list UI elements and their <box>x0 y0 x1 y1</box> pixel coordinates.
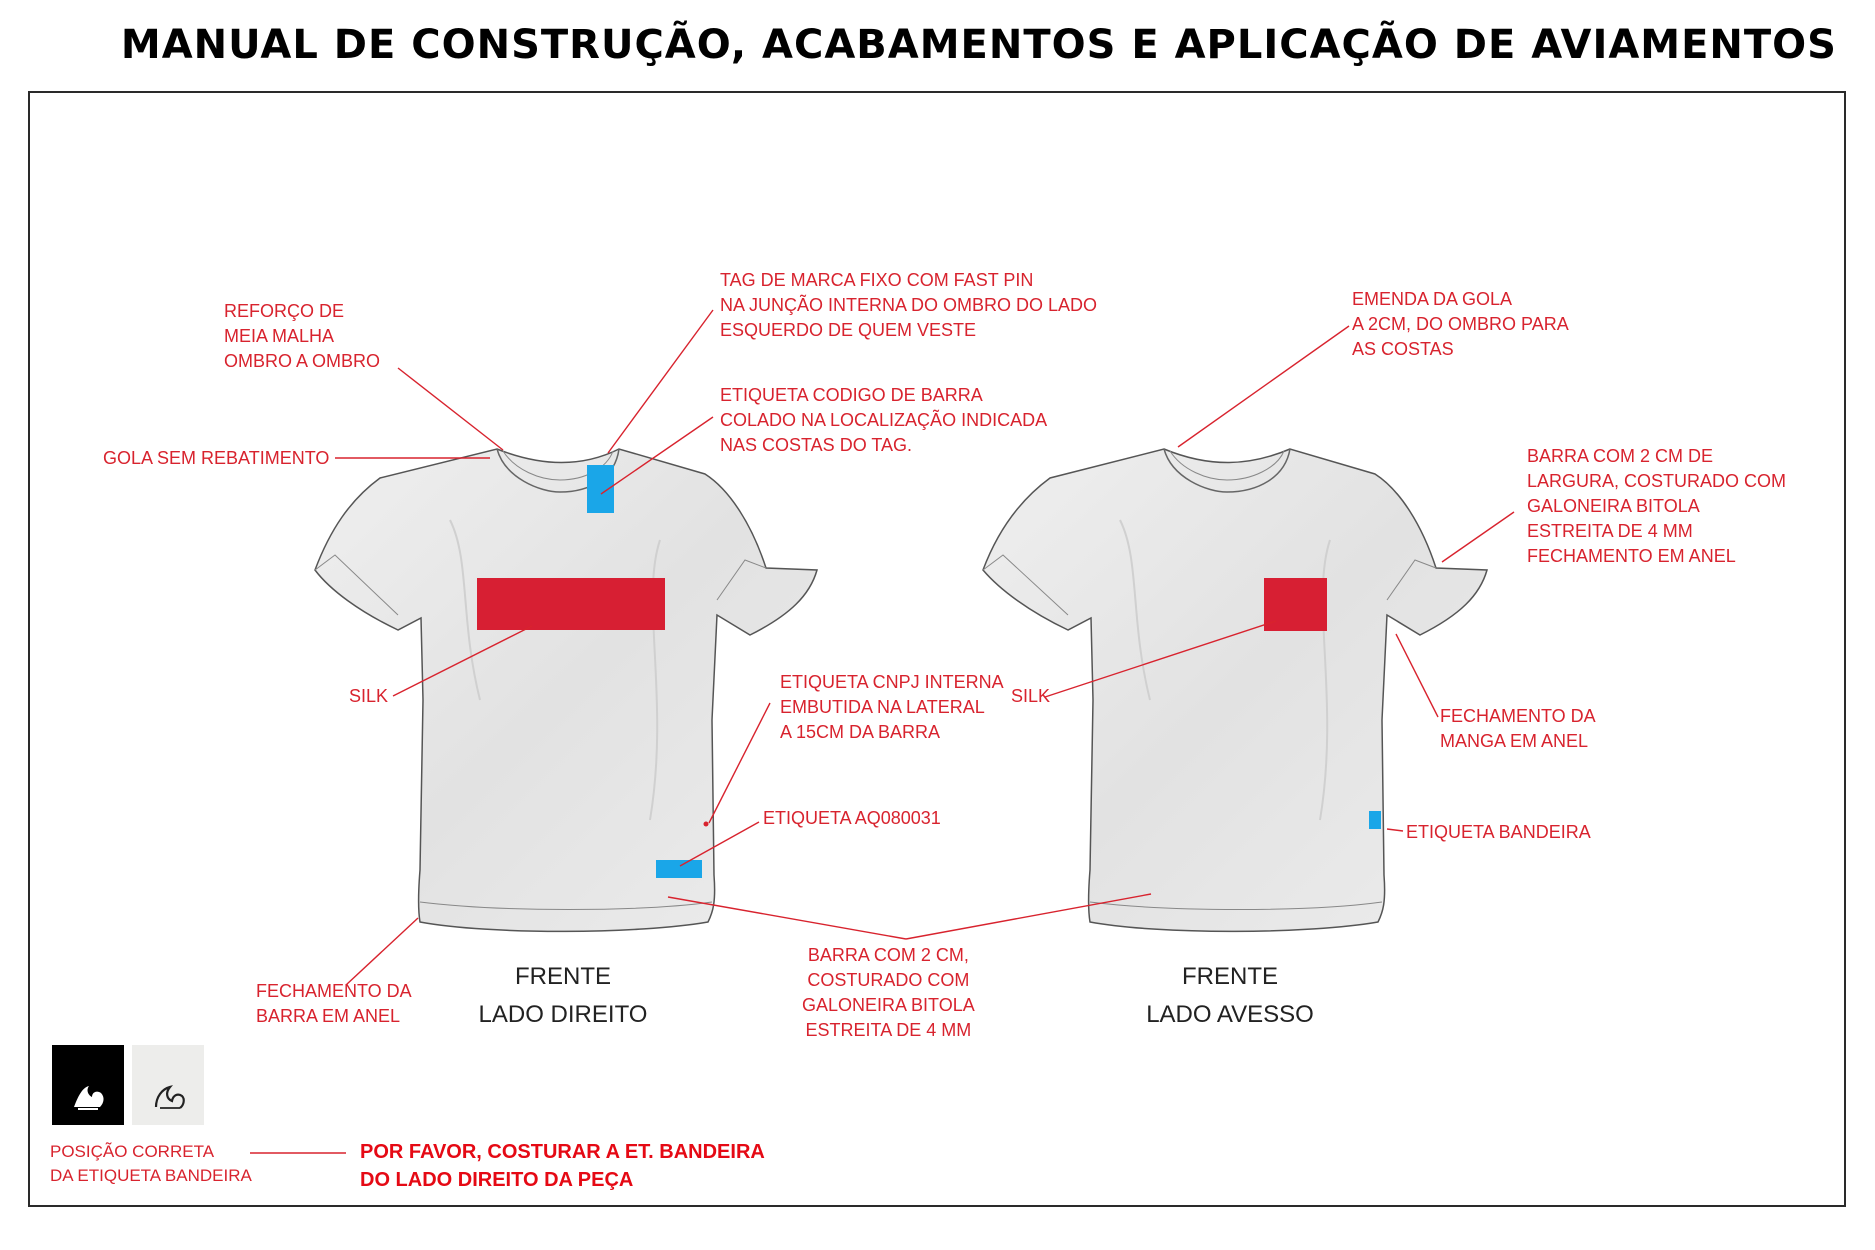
caption-frente-lado-direito: FRENTE LADO DIREITO <box>478 963 648 1028</box>
label-fechamento-barra: FECHAMENTO DA BARRA EM ANEL <box>256 981 412 1026</box>
label-fechamento-manga: FECHAMENTO DA MANGA EM ANEL <box>1440 706 1596 751</box>
label-etiqueta-bandeira: ETIQUETA BANDEIRA <box>1406 822 1591 842</box>
page-title: MANUAL DE CONSTRUÇÃO, ACABAMENTOS E APLICAÇÃO DE AVIAMENTOS <box>120 22 1837 68</box>
caption-frente-lado-avesso: FRENTE LADO AVESSO <box>1146 963 1314 1028</box>
label-aq080031-marker <box>656 860 702 878</box>
silk-print-area-front <box>477 578 665 630</box>
label-silk-inside: SILK <box>1011 686 1051 706</box>
label-barra-2cm: BARRA COM 2 CM, COSTURADO COM GALONEIRA BITOLA ESTREITA DE 4 MM <box>802 945 975 1040</box>
instruction-note: POR FAVOR, COSTURAR A ET. BANDEIRA DO LADO DIREITO DA PEÇA <box>360 1141 765 1191</box>
tshirt-front-inside-out <box>983 449 1487 931</box>
wave-mountain-logo-icon <box>52 1045 124 1125</box>
label-barra-manga: BARRA COM 2 CM DE LARGURA, COSTURADO COM GALONEIRA BITOLA ESTREITA DE 4 MM FECHAMENTO EM ANEL <box>1527 446 1787 566</box>
brand-tag-marker <box>587 465 614 513</box>
label-reforco-meia-malha: REFORÇO DE MEIA MALHA OMBRO A OMBRO <box>224 301 381 371</box>
label-tag-de-marca: TAG DE MARCA FIXO COM FAST PIN NA JUNÇÃO INTERNA DO OMBRO DO LADO ESQUERDO DE QUEM VESTE <box>720 270 1098 340</box>
tshirt-front-right-side <box>315 449 817 931</box>
flag-label-marker <box>1369 811 1381 829</box>
label-etiqueta-cnpj: ETIQUETA CNPJ INTERNA EMBUTIDA NA LATERAL A 15CM DA BARRA <box>780 672 1004 742</box>
label-gola-sem-rebatimento: GOLA SEM REBATIMENTO <box>103 448 330 468</box>
label-silk-front: SILK <box>349 686 389 706</box>
label-emenda-gola: EMENDA DA GOLA A 2CM, DO OMBRO PARA AS COSTAS <box>1352 289 1569 359</box>
label-etiqueta-codigo-barra: ETIQUETA CODIGO DE BARRA COLADO NA LOCALIZAÇÃO INDICADA NAS COSTAS DO TAG. <box>720 385 1048 455</box>
silk-print-area-inside <box>1264 578 1327 631</box>
flag-label-logo-light <box>132 1045 204 1125</box>
label-etiqueta-aq080031: ETIQUETA AQ080031 <box>763 808 941 828</box>
wave-mountain-logo-outline-icon <box>132 1045 204 1125</box>
flag-label-logo-dark <box>52 1045 124 1125</box>
label-posicao-correta: POSIÇÃO CORRETA DA ETIQUETA BANDEIRA <box>50 1142 252 1185</box>
